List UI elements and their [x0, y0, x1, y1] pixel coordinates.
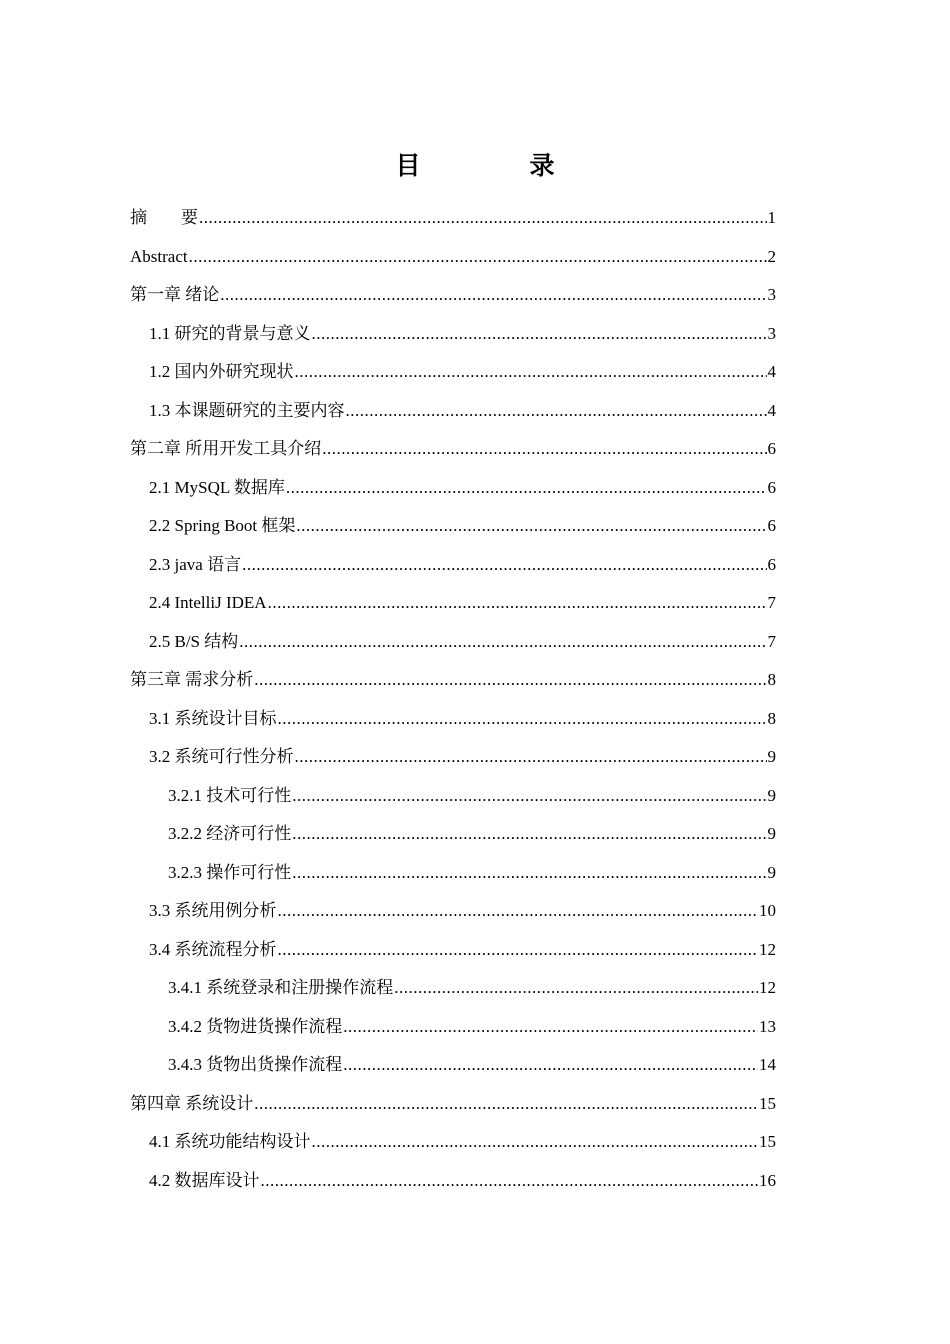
toc-leader-dots	[278, 892, 759, 931]
toc-entry-page: 1	[767, 208, 776, 227]
toc-entry-label: 2.2 Spring Boot 框架	[149, 516, 296, 535]
toc-leader-dots	[239, 623, 766, 662]
toc-entry-page: 12	[759, 978, 776, 997]
toc-leader-dots	[295, 738, 767, 777]
toc-entry-page: 9	[767, 824, 776, 843]
toc-entry-label: 2.1 MySQL 数据库	[149, 477, 285, 497]
toc-leader-dots	[292, 815, 766, 854]
toc-leader-dots	[292, 854, 766, 893]
toc-entry[interactable]	[130, 777, 776, 816]
toc-entry[interactable]	[130, 315, 776, 354]
toc-entry[interactable]	[130, 584, 776, 623]
toc-entry[interactable]	[130, 469, 776, 508]
toc-entry-label: 2.3 java 语言	[149, 554, 242, 574]
toc-leader-dots	[346, 392, 767, 431]
toc-entry[interactable]	[130, 892, 776, 931]
toc-leader-dots	[295, 353, 767, 392]
toc-entry-page: 3	[767, 323, 776, 343]
toc-entry-label: 3.4.1 系统登录和注册操作流程	[168, 978, 394, 997]
toc-entry-page: 4	[767, 362, 776, 381]
toc-entry[interactable]	[130, 1162, 776, 1201]
toc-entry[interactable]	[130, 1085, 776, 1124]
toc-leader-dots	[254, 661, 766, 700]
toc-entry-page: 9	[767, 862, 776, 882]
toc-entry[interactable]	[130, 661, 776, 700]
toc-entry-page: 8	[767, 670, 776, 689]
toc-entry[interactable]	[130, 815, 776, 854]
toc-entry[interactable]	[130, 969, 776, 1008]
toc-entry-page: 3	[767, 285, 776, 304]
toc-entry[interactable]	[130, 1123, 776, 1162]
toc-entry-page: 4	[767, 400, 776, 420]
toc-entry-page: 13	[759, 1016, 776, 1036]
toc-entry[interactable]	[130, 1008, 776, 1047]
toc-entry-label: 第三章 需求分析	[130, 670, 254, 689]
toc-entry-page: 9	[767, 747, 776, 766]
toc-leader-dots	[322, 430, 766, 469]
toc-entry[interactable]	[130, 507, 776, 546]
toc-entry-label: 4.1 系统功能结构设计	[149, 1132, 311, 1151]
toc-entry-page: 6	[767, 554, 776, 574]
toc-leader-dots	[292, 777, 766, 816]
toc-leader-dots	[394, 969, 758, 1008]
toc-entry-page: 9	[767, 785, 776, 805]
toc-leader-dots	[220, 276, 766, 315]
toc-entry-label: 3.2 系统可行性分析	[149, 747, 294, 766]
toc-leader-dots	[278, 700, 767, 739]
toc-leader-dots	[343, 1046, 758, 1085]
toc-entry-page: 15	[759, 1132, 776, 1151]
toc-entry[interactable]	[130, 546, 776, 585]
toc-entry[interactable]	[130, 392, 776, 431]
toc-entry-label: 第四章 系统设计	[130, 1093, 254, 1113]
toc-entry[interactable]	[130, 276, 776, 315]
toc-entry-page: 2	[767, 246, 776, 266]
toc-entry[interactable]	[130, 1046, 776, 1085]
toc-entry[interactable]	[130, 623, 776, 662]
toc-entry-label: 1.1 研究的背景与意义	[149, 323, 311, 343]
table-of-contents	[130, 199, 776, 1200]
toc-entry-label: 1.3 本课题研究的主要内容	[149, 400, 345, 420]
toc-leader-dots	[199, 199, 767, 238]
toc-leader-dots	[189, 238, 767, 277]
toc-entry-page: 7	[767, 593, 776, 612]
toc-entry-label: 3.2.2 经济可行性	[168, 824, 292, 843]
toc-entry-label: 第一章 绪论	[130, 285, 220, 304]
toc-entry-label: 3.2.1 技术可行性	[168, 785, 292, 805]
toc-entry-label: 3.2.3 操作可行性	[168, 862, 292, 882]
toc-entry-page: 8	[767, 708, 776, 728]
toc-leader-dots	[254, 1085, 758, 1124]
toc-leader-dots	[242, 546, 766, 585]
toc-entry-page: 14	[759, 1055, 776, 1074]
toc-entry[interactable]	[130, 199, 776, 238]
toc-entry-label: 2.5 B/S 结构	[149, 631, 239, 651]
toc-entry[interactable]	[130, 738, 776, 777]
toc-entry-page: 15	[759, 1093, 776, 1113]
toc-entry-page: 12	[759, 939, 776, 959]
toc-entry-page: 6	[767, 477, 776, 497]
toc-entry-label: 3.3 系统用例分析	[149, 901, 277, 920]
toc-entry[interactable]	[130, 238, 776, 277]
toc-leader-dots	[286, 469, 767, 508]
toc-entry[interactable]	[130, 430, 776, 469]
toc-entry[interactable]	[130, 931, 776, 970]
toc-entry-page: 16	[759, 1170, 776, 1190]
toc-leader-dots	[312, 1123, 759, 1162]
toc-entry[interactable]	[130, 353, 776, 392]
toc-entry-page: 7	[767, 631, 776, 651]
toc-leader-dots	[296, 507, 766, 546]
toc-entry-page: 6	[767, 439, 776, 458]
toc-leader-dots	[343, 1008, 758, 1047]
toc-entry-label: 3.1 系统设计目标	[149, 708, 277, 728]
toc-entry[interactable]	[130, 700, 776, 739]
toc-leader-dots	[278, 931, 759, 970]
toc-entry-label: 3.4 系统流程分析	[149, 939, 277, 959]
toc-entry[interactable]	[130, 854, 776, 893]
page-title: 目 录	[395, 151, 597, 180]
toc-leader-dots	[312, 315, 767, 354]
toc-entry-page: 6	[767, 516, 776, 535]
toc-entry-label: Abstract	[130, 246, 188, 266]
toc-entry-label: 4.2 数据库设计	[149, 1170, 260, 1190]
toc-leader-dots	[261, 1162, 759, 1201]
toc-entry-page: 10	[759, 901, 776, 920]
toc-entry-label: 2.4 IntelliJ IDEA	[149, 593, 267, 612]
toc-entry-label: 摘 要	[130, 208, 198, 227]
toc-entry-label: 3.4.3 货物出货操作流程	[168, 1055, 343, 1074]
toc-entry-label: 第二章 所用开发工具介绍	[130, 439, 322, 458]
toc-entry-label: 3.4.2 货物进货操作流程	[168, 1016, 343, 1036]
toc-entry-label: 1.2 国内外研究现状	[149, 362, 294, 381]
toc-leader-dots	[268, 584, 767, 623]
